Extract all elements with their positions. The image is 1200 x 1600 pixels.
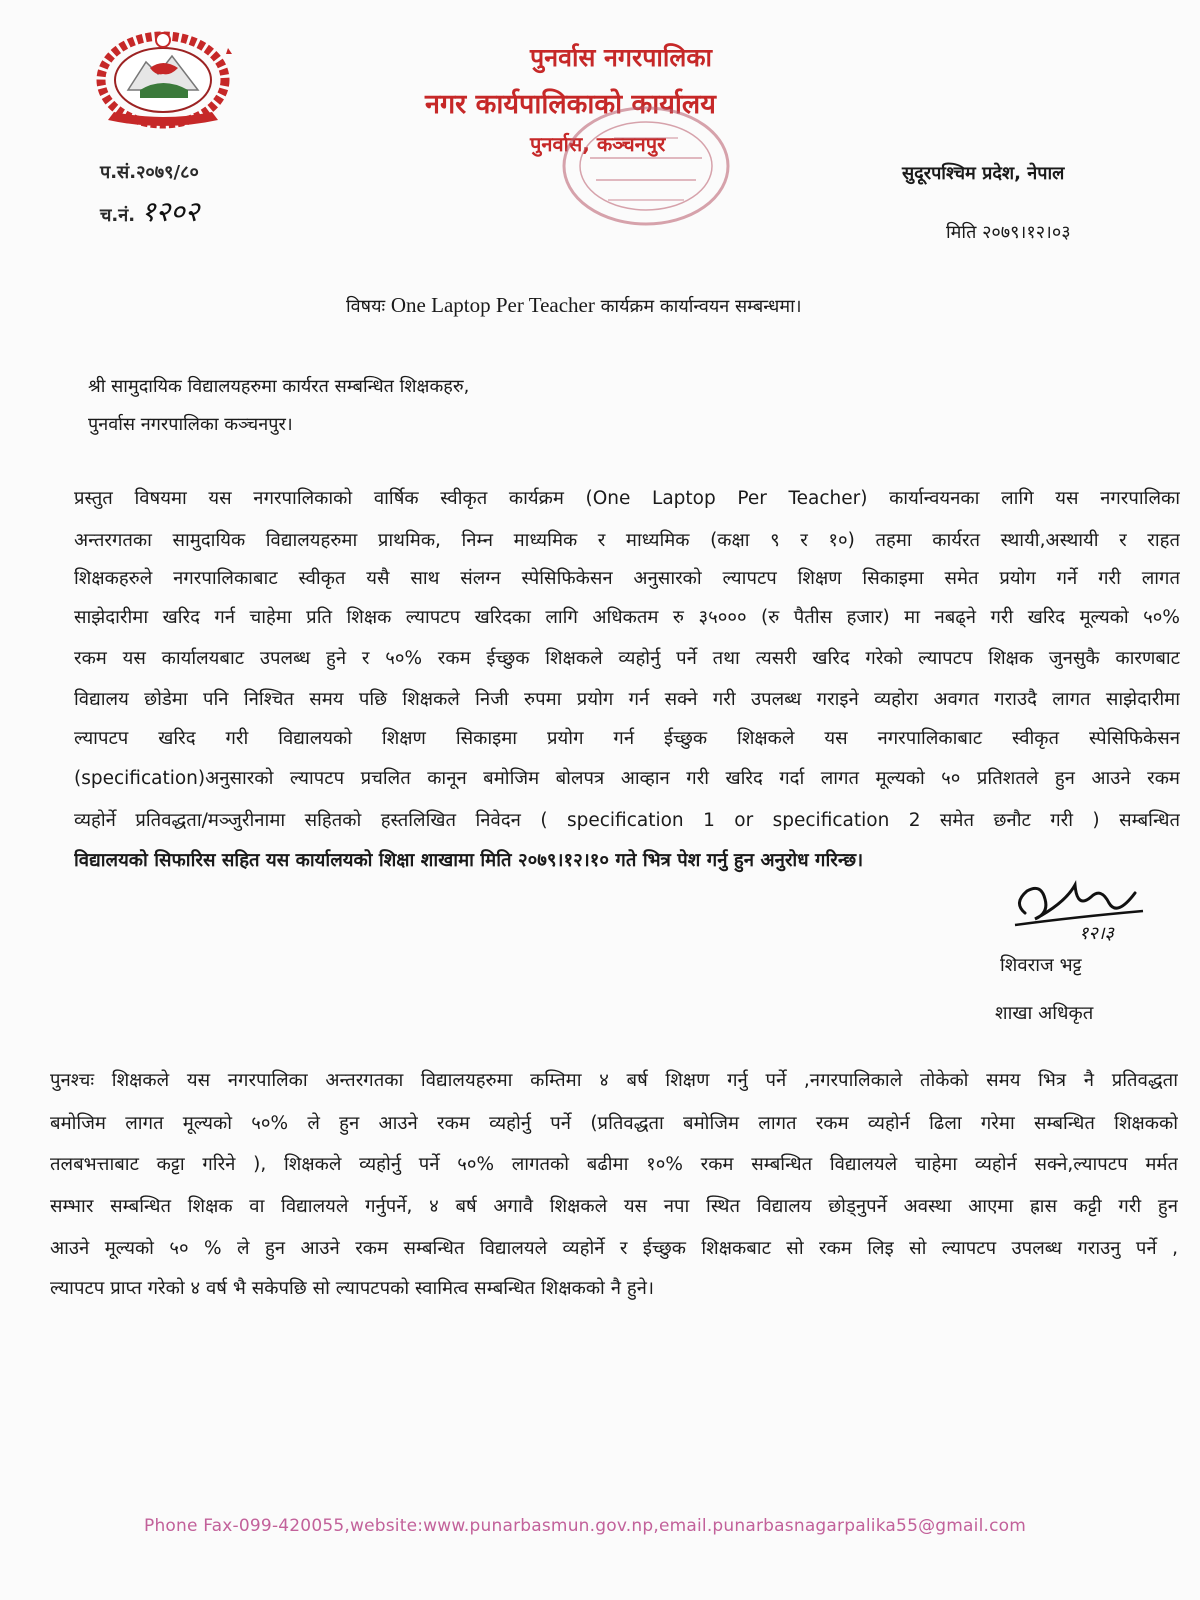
municipality-name: पुनर्वास नगरपालिका xyxy=(530,43,713,72)
office-round-stamp-icon xyxy=(556,104,736,234)
body-line: शिक्षकहरुले नगरपालिकाबाट स्वीकृत यसै साथ संलग्न स्पेसिफिकेसन अनुसारको ल्यापटप शिक्षण सिकाइमा समेत प्रयोग गर्ने गरी लागत xyxy=(74,568,1180,589)
dispatch-label: च.नं. xyxy=(100,205,136,226)
province-label: सुदूरपश्चिम प्रदेश, नेपाल xyxy=(902,163,1065,184)
body-line: ल्यापटप खरिद गरी विद्यालयको शिक्षण सिकाइमा प्रयोग गर्न ईच्छुक शिक्षकले यस नगरपालिकाबाट स्वीकृत स्पेसिफिकेसन xyxy=(74,728,1180,749)
recipient-line-2: पुनर्वास नगरपालिका कञ्चनपुर। xyxy=(88,414,293,435)
signer-title: शाखा अधिकृत xyxy=(995,1003,1094,1024)
body-line: साझेदारीमा खरिद गर्न चाहेमा प्रति शिक्षक ल्यापटप खरिदका लागि अधिकतम रु ३५००० (रु पैतीस हजार) मा नबढ्ने गरी खरिद मूल्यको ५०% xyxy=(74,607,1180,628)
signature-date: १२।३ xyxy=(1079,923,1114,943)
subject-prefix: विषयः xyxy=(346,296,386,317)
signer-name: शिवराज भट्ट xyxy=(1000,955,1082,976)
fiscal-year-reference: प.सं.२०७९/८० xyxy=(100,162,199,183)
letter-subject xyxy=(346,293,802,318)
postscript-line: पुनश्चः शिक्षकले यस नगरपालिका अन्तरगतका विद्यालयहरुमा कम्तिमा ४ बर्ष शिक्षण गर्नु पर्ने ,नगरपालिकाले तोकेको समय भित्र नै प्रतिवद्धता xyxy=(50,1070,1178,1091)
postscript-line: तलबभत्ताबाट कट्टा गरिने ), शिक्षकले व्यहोर्नु पर्ने ५०% लागतको बढीमा १०% रकम सम्बन्धित विद्यालयले चाहेमा व्यहोर्न सक्ने,ल्यापटप मर्मत xyxy=(50,1154,1178,1175)
office-address: पुनर्वास, कञ्चनपुर xyxy=(530,132,666,156)
dispatch-number: १२०२ xyxy=(141,195,200,228)
office-name: नगर कार्यपालिकाको कार्यालय xyxy=(425,89,716,120)
postscript-line: सम्भार सम्बन्धित शिक्षक वा विद्यालयले गर्नुपर्ने, ४ बर्ष अगावै शिक्षकले यस नपा स्थित विद्यालय छोड्नुपर्ने अवस्था आएमा ह्रास कट्टी गरी हुन xyxy=(50,1196,1178,1217)
subject-suffix: कार्यक्रम कार्यान्वयन सम्बन्धमा। xyxy=(600,296,802,317)
body-line: विद्यालय छोडेमा पनि निश्चित समय पछि शिक्षकले निजी रुपमा प्रयोग गर्न सक्ने गरी उपलब्ध गराइने व्यहोरा अवगत गराउदै लागत साझेदारीमा xyxy=(74,689,1180,710)
subject-program-name: One Laptop Per Teacher xyxy=(390,293,595,317)
dispatch-reference xyxy=(100,192,199,230)
contact-footer: Phone Fax-099-420055,website:www.punarbasmun.gov.np,email.punarbasnagarpalika55@gmail.com xyxy=(144,1516,1027,1536)
recipient-line-1: श्री सामुदायिक विद्यालयहरुमा कार्यरत सम्बन्धित शिक्षकहरु, xyxy=(88,376,470,397)
body-line: प्रस्तुत विषयमा यस नगरपालिकाको वार्षिक स्वीकृत कार्यक्रम (One Laptop Per Teacher) कार्यान्वयनका लागि यस नगरपालिका xyxy=(74,488,1180,509)
letter-date: मिति २०७९।१२।०३ xyxy=(946,222,1071,243)
body-line: अन्तरगतका सामुदायिक विद्यालयहरुमा प्राथमिक, निम्न माध्यमिक र माध्यमिक (कक्षा ९ र १०) तहमा कार्यरत स्थायी,अस्थायी र राहत xyxy=(74,530,1180,551)
postscript-line: बमोजिम लागत मूल्यको ५०% ले हुन आउने रकम व्यहोर्नु पर्ने (प्रतिवद्धता बमोजिम लागत रकम व्यहोर्न ढिला गरेमा सम्बन्धित शिक्षकको xyxy=(50,1113,1178,1134)
body-line: रकम यस कार्यालयबाट उपलब्ध हुने र ५०% रकम ईच्छुक शिक्षकले व्यहोर्नु पर्ने तथा त्यसरी खरिद गरेको ल्यापटप शिक्षक जुनसुकै कारणबाट xyxy=(74,648,1180,669)
handwritten-signature-icon xyxy=(1005,873,1155,943)
nepal-coat-of-arms-icon xyxy=(88,28,238,130)
postscript-line: ल्यापटप प्राप्त गरेको ४ वर्ष भै सकेपछि सो ल्यापटपको स्वामित्व सम्बन्धित शिक्षकको नै हुने। xyxy=(50,1278,654,1299)
body-line: व्यहोर्ने प्रतिवद्धता/मञ्जुरीनामा सहितको हस्तलिखित निवेदन ( specification 1 or specification 2 समेत छनौट गरी ) सम्बन्धित xyxy=(74,810,1180,831)
body-line: (specification)अनुसारको ल्यापटप प्रचलित कानून बमोजिम बोलपत्र आव्हान गरी खरिद गर्दा लागत मूल्यको ५० प्रतिशतले हुन आउने रकम xyxy=(74,768,1180,789)
body-line: विद्यालयको सिफारिस सहित यस कार्यालयको शिक्षा शाखामा मिति २०७९।१२।१० गते भित्र पेश गर्नु हुन अनुरोध गरिन्छ। xyxy=(74,850,864,871)
postscript-line: आउने मूल्यको ५० % ले हुन आउने रकम सम्बन्धित विद्यालयले व्यहोर्ने र ईच्छुक शिक्षकबाट सो रकम लिइ सो ल्यापटप उपलब्ध गराउनु पर्ने , xyxy=(50,1238,1178,1259)
